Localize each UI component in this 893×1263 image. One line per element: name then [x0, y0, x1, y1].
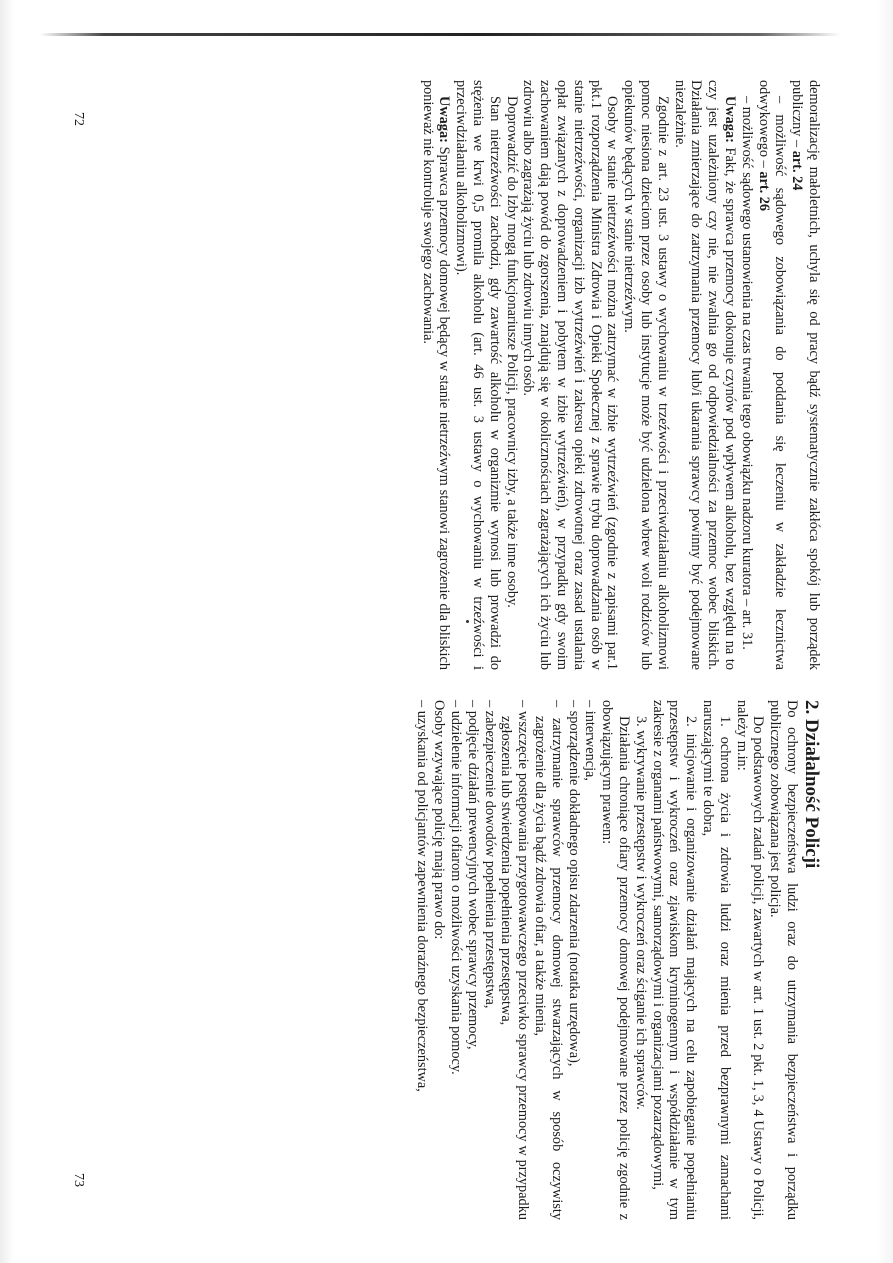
list-item: – sporządzenie dokładnego opisu zdarzenia (notatka urzędowa), [565, 700, 582, 1067]
paragraph: Stan nietrzeźwości zachodzi, gdy zawartość alkoholu w organizmie wynosi lub prowadzi do stężenia we krwi 0,5 promila alkoholu (art. 46 ust. 3 ustawy o wychowaniu w trzeźwości i przeciwdziałaniu alkoholizmowi). [453, 80, 503, 670]
note-paragraph: Uwaga: Fakt, że sprawca przemocy dokonuje czynów pod wpływem alkoholu, bez względu na to czy jest uzależniony czy nie, nie zwalnia go od odpowiedzialności za przemoc wobec bliskich. Działania zmierzające do zatrzymania przemocy lub/i ukarania sprawcy powinny być podejmowane niezależnie. [671, 80, 739, 670]
list-item: – wszczęcie postępowania przygotowawczego przeciwko sprawcy przemocy w przypadku zgłoszenia lub stwierdzenia popełnienia przestępstwa, [498, 700, 532, 1220]
paragraph: demoralizację małoletnich, uchyla się od pracy bądź systematycznie zakłóca spokój lub porządek publiczny – art. 24 [789, 80, 822, 670]
paragraph: Osoby w stanie nietrzeźwości można zatrzymać w izbie wytrzeźwień (zgodnie z zapisami par.1 pkt.1 rozporządzenia Ministra Zdrowia i Opieki Społecznej z sprawie trybu doprowadzania osób w stanie nietrzeźwości, organizacji izb wytrzeźwień i zakresu opieki zdrowotnej oraz zasad ustalania opłat związanych z doprowadzeniem i pobytem w izbie wytrzeźwień), w przypadku gdy swoim zachowaniem dają powód do zgorszenia, znajdują się w okolicznościach zagrażających ich życiu lub zdrowiu albo zagrażają życiu lub zdrowiu innych osób. [520, 80, 621, 670]
paragraph: Zgodnie z art. 23 ust. 3 ustawy o wychowaniu w trzeźwości i przeciwdziałaniu alkoholizmowi pomoc niesiona dzieciom przez osoby lub instytucje może być udzielona wbrew woli rodziców lub opiekunów będących w stanie nietrzeźwym. [621, 80, 671, 670]
list-item: – zabezpieczenie dowodów popełnienia przestępstwa, [481, 700, 498, 1009]
paragraph: Osoby wzywające policję mają prawo do: [431, 700, 448, 940]
list-item: – zatrzymanie sprawców przemocy domowej stwarzających w sposób oczywisty zagrożenie dla życia bądź zdrowia ofiar, a także mienia, [532, 700, 565, 1220]
paragraph: Doprowadzić do Izby mogą funkcjonariusze Policji, pracownicy izby, a także inne osoby. [503, 96, 520, 608]
list-item: – podjęcie działań prewencyjnych wobec sprawcy przemocy, [464, 700, 481, 1050]
page-number: 72 [71, 112, 86, 126]
paragraph: Do podstawowych zadań policji, zawartych w art. 1 ust. 2 pkt. 1, 3, 4 Ustawy o Policji, należy m.in: [733, 700, 767, 1220]
note-paragraph: Uwaga: Sprawca przemocy domowej będący w stanie nietrzeźwym stanowi zagrożenie dla bliskich ponieważ nie kontroluje swojego zachowania. [419, 80, 453, 670]
list-item: 3. wykrywanie przestępstw i wykroczeń oraz ściganie ich sprawców. [632, 716, 649, 1110]
list-item: – uzyskania od policjantów zapewnienia doraźnego bezpieczeństwa, [414, 700, 431, 1092]
section-heading: 2. Działalność Policji [801, 700, 822, 869]
page-72 [419, 80, 822, 670]
scan-border-line [40, 33, 840, 36]
list-item: 2. inicjowanie i organizowanie działań mających na celu zapobieganie popełnianiu przestępstw i wykroczeń oraz zjawiskom kryminogennym i współdziałanie w tym zakresie z organami państwowymi, samorządowymi i organizacjami pozarządowymi, [649, 700, 700, 1220]
list-item: 1. ochrona życia i zdrowia ludzi oraz mienia przed bezprawnymi zamachami naruszającymi te dobra, [700, 700, 733, 1220]
paragraph: Do ochrony bezpieczeństwa ludzi oraz do utrzymania bezpieczeństwa i porządku publicznego zobowiązana jest policja. [767, 700, 800, 1220]
list-item: – możliwość sądowego zobowiązania do poddania się leczeniu w zakładzie lecznictwa odwykowego – art. 26 [755, 80, 789, 670]
list-item: – udzielenie informacji ofiarom o możliwości uzyskania pomocy. [448, 700, 465, 1075]
list-item: – interwencja, [582, 700, 599, 781]
page-number: 73 [71, 1173, 86, 1187]
list-item: – możliwość sądowego ustanowienia na czas trwania tego obowiązku nadzoru kuratora – art. 31. [738, 96, 755, 650]
paragraph: Działania chroniące ofiary przemocy domowej podejmowane przez policję zgodnie z obowiązującym prawem: [599, 700, 633, 1220]
page-73 [414, 700, 822, 1220]
